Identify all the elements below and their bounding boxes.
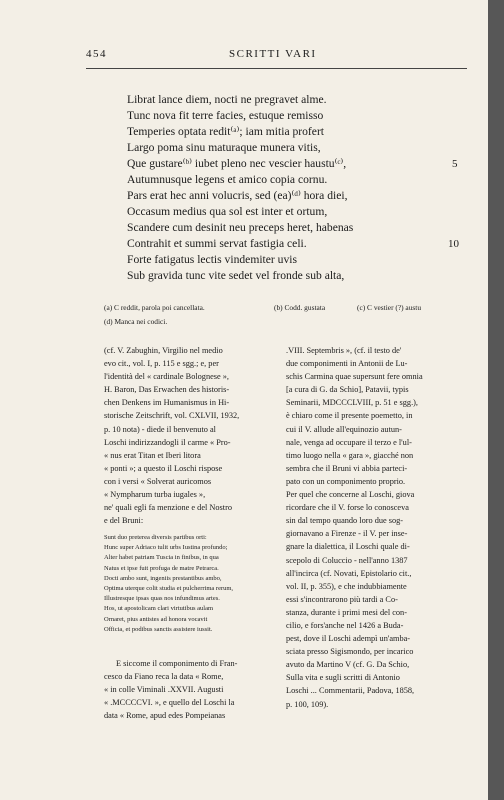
text-line: stanza, durante i primi mesi del con- (286, 607, 407, 617)
verse-line-number: 5 (452, 158, 458, 170)
text-line: scepolo di Coluccio - nell'anno 1387 (286, 555, 408, 565)
text-line: Seminarii, MDCCCLVIII, p. 51 e sgg.), (286, 398, 418, 408)
text-line: sembra che il Bruni vi abbia parteci- (286, 463, 408, 473)
quote-line: Officia, et podibus sanctis assistere iussit. (104, 625, 213, 633)
text-line: vol. II, p. 355), e che indubbiamente (286, 581, 407, 591)
text-line: « nus erat Titan et Iberi litora (104, 450, 201, 460)
note-b: (b) Codd. gustata (274, 303, 326, 312)
text-line: H. Baron, Das Erwachen des historis- (104, 385, 230, 395)
text-line: Loschi ... Commentarii, Padova, 1858, (286, 686, 415, 696)
text-line: p. 100, 109). (286, 699, 329, 709)
verse-line-number: 10 (448, 238, 459, 250)
text-line: « Nympharum turba iugales », (104, 490, 206, 500)
text-line: E siccome il componimento di Fran- (116, 659, 238, 668)
text-line: schis Carmina quae supersunt fere omnia (286, 372, 423, 382)
note-a: (a) C reddit, parola poi cancellata. (104, 303, 205, 312)
text-line: con i versi « Solverat auricomos (104, 476, 212, 486)
text-line: essi s'incontrarono più tardi a Co- (286, 594, 398, 604)
page-number: 454 (86, 48, 107, 60)
text-line: nale, venga ad occupare il terzo e l'ul- (286, 437, 412, 447)
text-line: avuto da Martino V (cf. G. Da Schio, (286, 660, 410, 670)
text-line: Loschi indirizzandogli il carme « Pro- (104, 437, 231, 447)
quote-line: Hos, ut apostolicam clari virtutibus aulam (104, 605, 214, 613)
verse-line: Pars erat hec anni volucris, sed (ea)⁽ᵈ⁾ hora diei, (127, 189, 348, 202)
text-line: (cf. V. Zabughin, Virgilio nel medio (104, 346, 223, 355)
verse-line: Tunc nova fit terre facies, estuque remisso (127, 109, 324, 122)
text-line: sciata presso Sigismondo, per incarico (286, 647, 414, 657)
text-line: gnare la dialettica, il Loschi quale di- (286, 542, 410, 552)
text-line: [a cura di G. da Schio], Patavii, typis (286, 385, 409, 395)
header-rule (86, 68, 467, 69)
verse-line: Scandere cum desinit neu preceps heret, habenas (127, 221, 354, 234)
text-line: cui il V. allude all'equinozio autun- (286, 424, 402, 434)
text-line: sin dal tempo quando loro due sog- (286, 516, 404, 526)
left-column (104, 344, 239, 527)
text-line: Per quel che concerne al Loschi, giova (286, 490, 415, 500)
text-line: « .MCCCCVI. », e quello del Loschi la (104, 698, 235, 708)
text-line: .VIII. Septembris », (cf. il testo de' (286, 346, 402, 355)
text-line: « ponti »; a questo il Loschi rispose (104, 463, 223, 473)
text-line: timo luogo nella « gara », giacché non (286, 450, 414, 460)
note-c: (c) C vestier (?) austu (357, 303, 422, 312)
quote-line: Docti ambo sunt, ingeniis prestantibus ambo, (104, 574, 222, 582)
latin-quotation (104, 533, 233, 635)
verse-block (127, 92, 353, 284)
text-line: l'identità del « cardinale Bolognese », (104, 372, 229, 382)
text-line: data « Rome, apud edes Pompeianas (104, 711, 226, 721)
text-line: giornavano a Firenze - il V. per inse- (286, 529, 408, 539)
text-line: pest, dove il Loschi adempì un'amba- (286, 634, 411, 644)
right-column (286, 344, 423, 711)
quote-line: Optima uterque colit studia et pulcherrima rerum, (104, 584, 234, 592)
quote-line: Sunt duo preterea diversis partibus orti: (104, 534, 207, 541)
verse-line: Temperies optata redit⁽ᵃ⁾; iam mitia profert (127, 125, 325, 138)
page-edge-shadow (488, 0, 504, 800)
verse-line: Forte fatigatus lectis vindemiter uvis (127, 253, 298, 266)
text-line: cesco da Fiano reca la data « Rome, (104, 672, 224, 682)
note-d: (d) Manca nei codici. (104, 317, 168, 326)
quote-line: Illustresque ipsas quas nos infundimus artes. (104, 595, 220, 603)
text-line: storische Zeitschrift, vol. CXLVII, 1932, (104, 411, 240, 421)
left-column-continued (104, 657, 237, 722)
text-line: pato con un componimento proprio. (286, 476, 406, 486)
quote-line: Hunc super Adriaco tulit urbs Iustina profundo; (104, 544, 228, 552)
text-line: all'incirca (cf. Novati, Epistolario cit., (286, 568, 412, 578)
verse-line: Que gustare⁽ᵇ⁾ iubet pleno nec vescier haustu⁽ᶜ⁾, (127, 157, 347, 170)
text-line: e del Bruni: (104, 516, 144, 526)
text-line: Sulla vita e sugli scritti di Antonio (286, 673, 400, 683)
text-line: due componimenti in Antonii de Lu- (286, 359, 408, 369)
verse-line: Autumnusque legens et amico copia cornu. (127, 173, 328, 186)
text-line: chen Denkens im Humanismus in Hi- (104, 398, 230, 408)
verse-line: Occasum medius qua sol est inter et ortum, (127, 205, 328, 218)
text-line: è chiaro come il presente poemetto, in (286, 411, 413, 421)
text-line: cilio, e fors'anche nel 1426 a Buda- (286, 620, 404, 630)
text-line: « in colle Viminali .XXVII. Augusti (104, 685, 224, 695)
quote-line: Natus et ipse fuit profuga de matre Petrarca. (104, 564, 219, 572)
verse-line: Sub gravida tunc vite sedet vel fronde sub alta, (127, 269, 345, 282)
text-line: p. 10 nota) - diede il benvenuto al (104, 424, 216, 434)
running-title: SCRITTI VARI (229, 48, 317, 60)
quote-line: Alter habet patriam Tuscia in finibus, in qua (104, 554, 219, 562)
text-line: ricordare che il V. forse lo conosceva (286, 503, 409, 513)
verse-line: Contrahit et summi servat fastigia celi. (127, 237, 307, 250)
text-line: ne' quali egli fa menzione e del Nostro (104, 503, 232, 513)
text-line: evo cit., vol. I, p. 115 e sgg.; e, per (104, 359, 219, 369)
verse-line: Largo poma sinu maturaque munera vitis, (127, 141, 321, 154)
quote-line: Ornaret, pius antistes ad honora vocavit (104, 615, 208, 623)
verse-line: Librat lance diem, nocti ne pregravet alme. (127, 93, 327, 106)
